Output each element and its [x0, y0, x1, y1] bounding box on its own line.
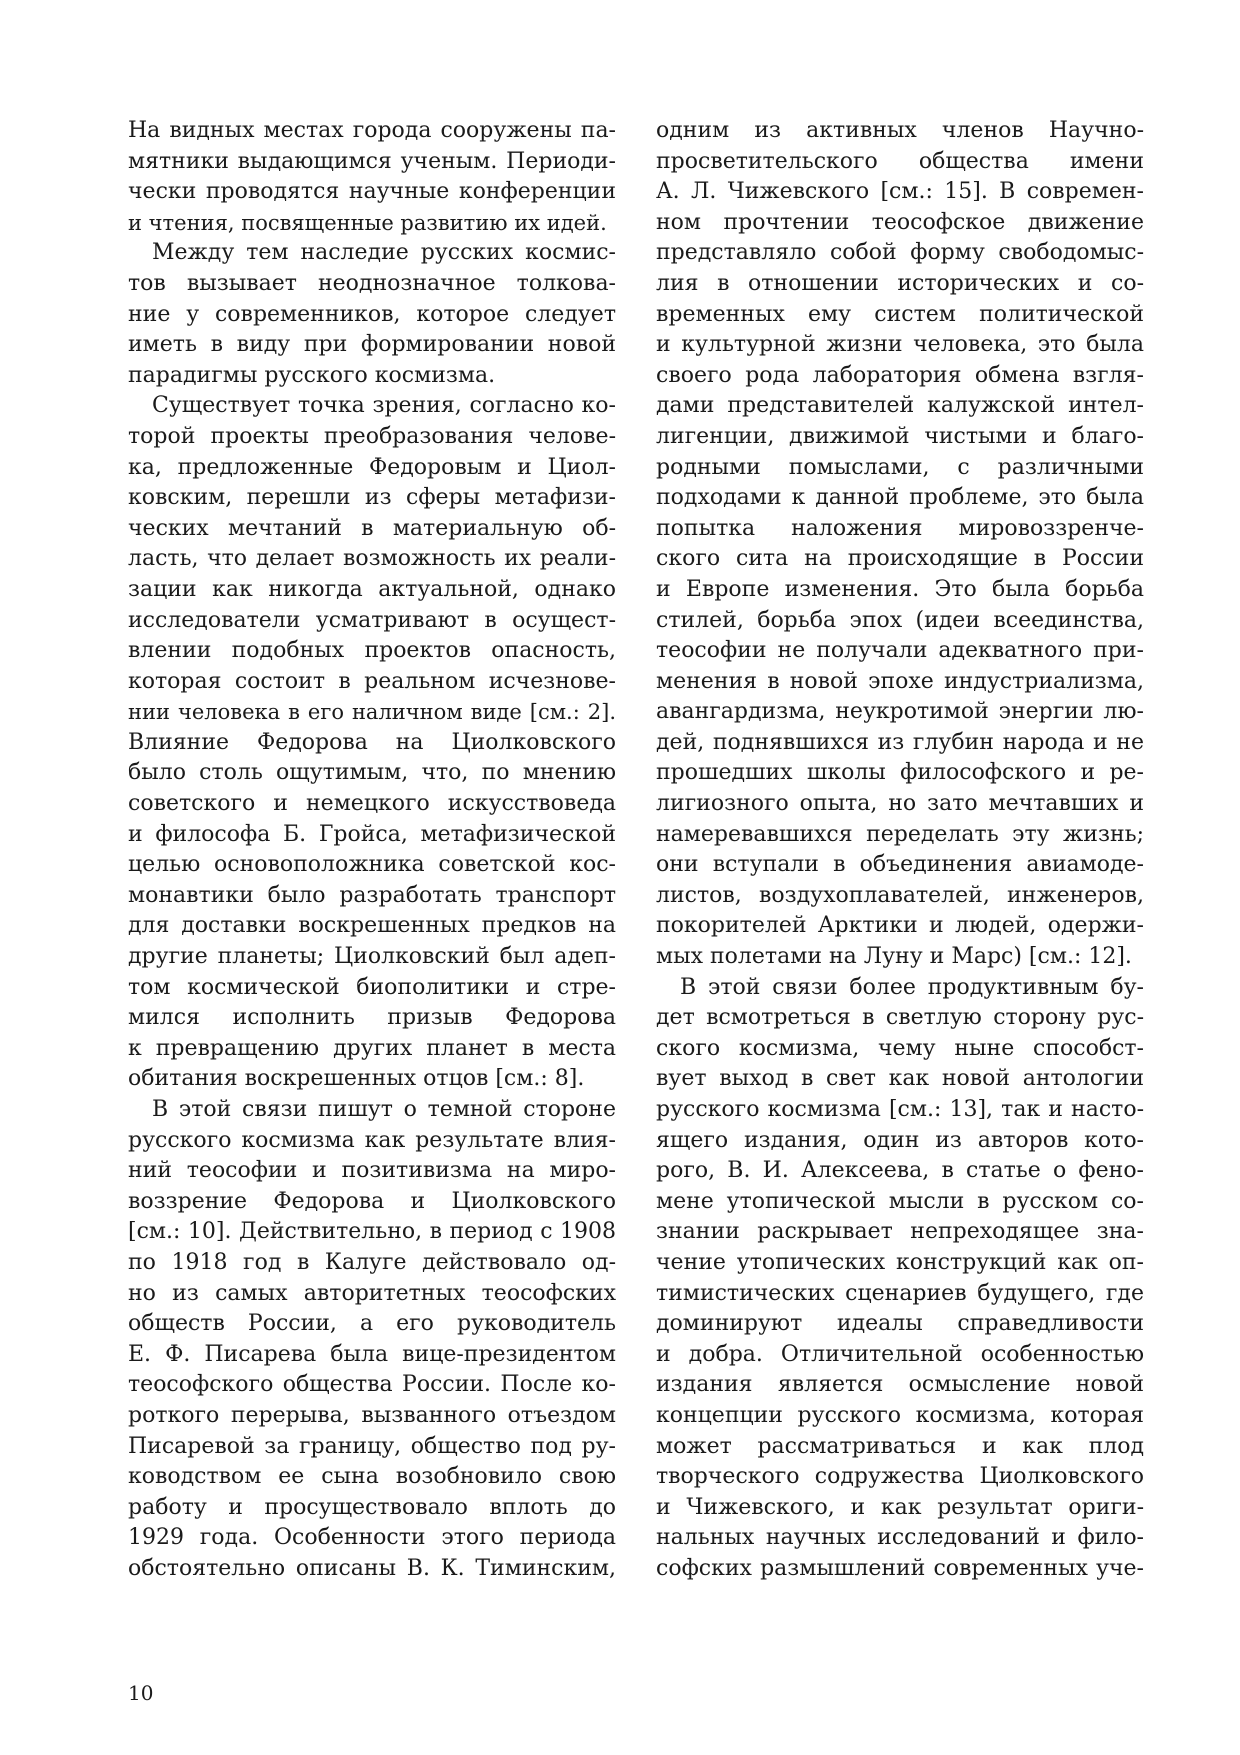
page-number: 10	[128, 1681, 154, 1705]
text-line: работу и просуществовало вплоть до	[128, 1494, 616, 1520]
text-line: лия в отношении исторических и со-	[656, 270, 1144, 296]
text-line: ковским, перешли из сферы метафизи-	[128, 485, 616, 511]
text-line: к превращению других планет в места	[128, 1035, 616, 1061]
text-line: ководством ее сына возобновило свою	[128, 1464, 616, 1490]
text-line: лигиозного опыта, но зато мечтавших и	[656, 791, 1144, 817]
text-line: нии человека в его наличном виде [см.: 2].	[128, 700, 616, 725]
text-line: [см.: 10]. Действительно, в период с 1908	[128, 1219, 616, 1245]
text-line: иметь в виду при формировании новой	[128, 332, 616, 358]
text-line: дей, поднявшихся из глубин народа и не	[656, 729, 1144, 755]
text-line: чески проводятся научные конференции	[128, 179, 616, 205]
text-line: но из самых авторитетных теософских	[128, 1280, 616, 1306]
text-line: менения в новой эпохе индустриализма,	[656, 668, 1144, 694]
text-line: и добра. Отличительной особенностью	[656, 1341, 1144, 1367]
text-line: Влияние Федорова на Циолковского	[128, 729, 616, 755]
text-line: тимистических сценариев будущего, где	[656, 1280, 1144, 1306]
text-line: и философа Б. Гройса, метафизической	[128, 821, 616, 847]
text-line: дами представителей калужской интел-	[656, 393, 1144, 419]
text-line: представляло собой форму свободомыс-	[656, 240, 1144, 266]
text-line: издания является осмысление новой	[656, 1372, 1144, 1398]
text-line: советского и немецкого искусствоведа	[128, 791, 616, 817]
text-line: воззрение Федорова и Циолковского	[128, 1188, 616, 1214]
text-line: монавтики было разработать транспорт	[128, 882, 616, 908]
text-line: 1929 года. Особенности этого периода	[128, 1525, 616, 1551]
text-line: они вступали в объединения авиамоде-	[656, 852, 1144, 878]
text-line: том космической биополитики и стре-	[128, 974, 616, 1000]
text-line: Существует точка зрения, согласно ко-	[152, 393, 616, 419]
text-line: На видных местах города сооружены па-	[128, 118, 616, 143]
text-line: намеревавшихся переделать эту жизнь;	[656, 821, 1144, 847]
text-line: концепции русского космизма, которая	[656, 1402, 1144, 1428]
text-line: теософского общества России. После ко-	[128, 1372, 616, 1398]
text-line: ний теософии и позитивизма на миро-	[128, 1158, 616, 1184]
text-line: исследователи усматривают в осущест-	[128, 607, 616, 633]
text-line: для доставки воскрешенных предков на	[128, 913, 616, 939]
text-line: и культурной жизни человека, это была	[656, 332, 1144, 358]
text-line: ящего издания, один из авторов кото-	[656, 1127, 1144, 1153]
text-line: А. Л. Чижевского [см.: 15]. В современ-	[656, 179, 1144, 205]
text-line: и Чижевского, и как результат ориги-	[656, 1494, 1144, 1520]
text-line: ского космизма, чему ныне способст-	[656, 1035, 1144, 1061]
text-line: чение утопических конструкций как оп-	[656, 1249, 1144, 1275]
text-line: софских размышлений современных уче-	[656, 1555, 1144, 1581]
text-line: ского сита на происходящие в России	[656, 546, 1144, 572]
text-line: подходами к данной проблеме, это была	[656, 485, 1144, 511]
text-line: попытка наложения мировоззренче-	[656, 515, 1144, 541]
text-line: временных ему систем политической	[656, 301, 1144, 327]
text-line: дет всмотреться в светлую сторону рус-	[656, 1005, 1144, 1031]
text-line: тов вызывает неоднозначное толкова-	[128, 270, 616, 296]
text-line: обитания воскрешенных отцов [см.: 8].	[128, 1066, 585, 1092]
text-line: авангардизма, неукротимой энергии лю-	[656, 699, 1144, 725]
text-column-right	[656, 116, 1144, 1585]
text-line: рого, В. И. Алексеева, в статье о фено-	[656, 1158, 1144, 1184]
text-line: одним из активных членов Научно-	[656, 118, 1144, 143]
text-line: обществ России, а его руководитель	[128, 1311, 616, 1337]
text-line: парадигмы русского космизма.	[128, 362, 496, 388]
text-line: знании раскрывает непреходящее зна-	[656, 1219, 1144, 1245]
text-line: доминируют идеалы справедливости	[656, 1311, 1144, 1337]
text-line: покорителей Арктики и людей, одержи-	[656, 913, 1144, 939]
text-line: творческого содружества Циолковского	[656, 1464, 1144, 1490]
text-line: роткого перерыва, вызванного отъездом	[128, 1402, 616, 1428]
text-line: другие планеты; Циолковский был адеп-	[128, 944, 616, 970]
text-line: влении подобных проектов опасность,	[128, 638, 616, 664]
text-line: было столь ощутимым, что, по мнению	[128, 760, 616, 786]
text-line: ческих мечтаний в материальную об-	[128, 515, 616, 541]
text-line: Писаревой за границу, общество под ру-	[128, 1433, 616, 1459]
text-line: стилей, борьба эпох (идеи всеединства,	[656, 607, 1144, 633]
text-line: прошедших школы философского и ре-	[656, 760, 1144, 786]
text-line: В этой связи пишут о темной стороне	[152, 1097, 616, 1122]
text-line: теософии не получали адекватного при-	[656, 638, 1144, 664]
text-line: мятники выдающимся ученым. Периоди-	[128, 148, 616, 174]
text-line: ка, предложенные Федоровым и Циол-	[128, 454, 616, 480]
text-line: лигенции, движимой чистыми и благо-	[656, 423, 1144, 449]
text-line: просветительского общества имени	[656, 148, 1144, 174]
text-line: мых полетами на Луну и Марс) [см.: 12].	[656, 944, 1132, 970]
text-line: обстоятельно описаны В. К. Тиминским,	[128, 1555, 616, 1581]
text-line: по 1918 год в Калуге действовало од-	[128, 1249, 616, 1275]
text-line: русского космизма как результате влия-	[128, 1127, 616, 1153]
text-line: родными помыслами, с различными	[656, 454, 1144, 480]
text-line: которая состоит в реальном исчезнове-	[128, 668, 616, 694]
text-line: зации как никогда актуальной, однако	[128, 576, 616, 602]
text-line: В этой связи более продуктивным бу-	[680, 974, 1144, 1000]
text-line: целью основоположника советской кос-	[128, 852, 616, 878]
text-line: и чтения, посвященные развитию их идей.	[128, 210, 607, 235]
text-line: листов, воздухоплавателей, инженеров,	[656, 882, 1144, 908]
text-line: своего рода лаборатория обмена взгля-	[656, 362, 1144, 388]
text-line: мился исполнить призыв Федорова	[128, 1005, 616, 1031]
text-column-left	[128, 116, 616, 1585]
text-line: ном прочтении теософское движение	[656, 209, 1144, 235]
text-line: и Европе изменения. Это была борьба	[656, 576, 1144, 602]
text-line: может рассматриваться и как плод	[656, 1433, 1144, 1459]
text-line: ласть, что делает возможность их реали-	[128, 546, 616, 572]
text-line: торой проекты преобразования челове-	[128, 423, 616, 449]
text-line: мене утопической мысли в русском со-	[656, 1188, 1144, 1214]
text-line: Е. Ф. Писарева была вице-президентом	[128, 1341, 616, 1367]
text-line: русского космизма [см.: 13], так и насто-	[656, 1097, 1144, 1122]
text-line: Между тем наследие русских космис-	[152, 240, 616, 266]
text-line: ние у современников, которое следует	[128, 301, 616, 327]
text-line: вует выход в свет как новой антологии	[656, 1066, 1144, 1092]
text-line: нальных научных исследований и фило-	[656, 1525, 1144, 1551]
